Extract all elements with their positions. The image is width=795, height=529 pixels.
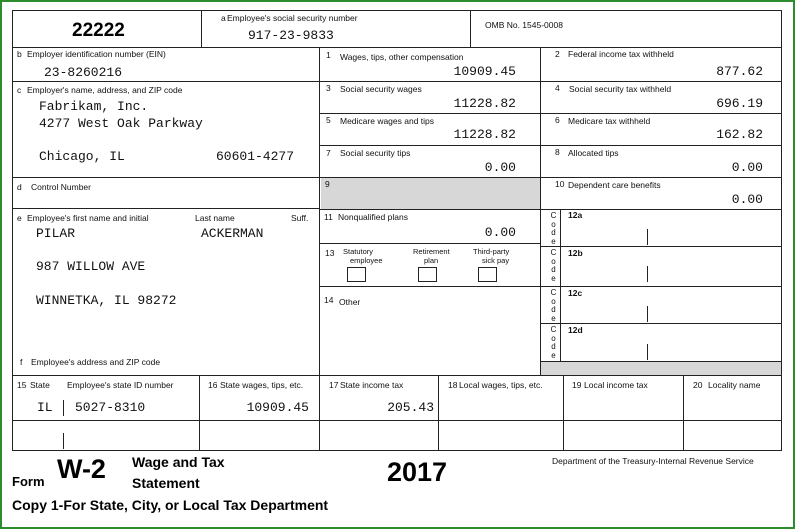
box-13-num: 13 [325, 248, 335, 258]
box-15-num: 15 [17, 380, 27, 390]
box-6-label: Medicare tax withheld [568, 116, 651, 126]
box-12c-code-label: C o d e [550, 288, 557, 323]
employee-last-name: ACKERMAN [201, 226, 264, 241]
box-d-label: Control Number [31, 182, 91, 192]
box-16-label: State wages, tips, etc. [220, 380, 304, 390]
box-b-letter: b [17, 49, 22, 59]
box-2-num: 2 [555, 49, 560, 59]
box-e-label: Employee's first name and initial [27, 213, 149, 223]
state-code: IL [37, 400, 53, 415]
box-19-label: Local income tax [584, 380, 648, 390]
employee-street: 987 WILLOW AVE [36, 259, 146, 274]
box-15-label: State [30, 380, 50, 390]
box-2-label: Federal income tax withheld [568, 49, 674, 59]
employer-street: 4277 West Oak Parkway [39, 116, 203, 131]
box-c-label: Employer's name, address, and ZIP code [27, 85, 183, 95]
control-code: 22222 [72, 20, 125, 41]
box-b-label: Employer identification number (EIN) [27, 49, 166, 59]
box-18-num: 18 [448, 380, 458, 390]
box-9-shaded [321, 178, 540, 209]
box-20-num: 20 [693, 380, 703, 390]
box-13-thirdparty-1: Third-party [473, 247, 510, 256]
box-12d-code-label: C o d e [550, 325, 557, 360]
box-4-value: 696.19 [716, 96, 763, 111]
box-1-num: 1 [326, 50, 331, 60]
box-c-letter: c [17, 85, 22, 95]
box-a-label: Employee's social security number [227, 13, 358, 23]
box-1-value: 10909.45 [453, 64, 516, 79]
box-17-num: 17 [329, 380, 339, 390]
box-8-num: 8 [555, 147, 560, 157]
box-10-num: 10 [555, 179, 565, 189]
box-a-letter: a [221, 13, 226, 23]
box-16-num: 16 [208, 380, 218, 390]
box-19-num: 19 [572, 380, 582, 390]
tax-year: 2017 [387, 457, 448, 487]
employer-name: Fabrikam, Inc. [39, 99, 149, 114]
box-12b-num: 12b [568, 248, 583, 258]
box-4-label: Social security tax withheld [569, 84, 672, 94]
box-3-num: 3 [326, 83, 331, 93]
box-e-letter: e [17, 213, 22, 223]
box-14-label: Other [339, 297, 361, 307]
employer-zip: 60601-4277 [216, 149, 295, 164]
box-f-letter: f [20, 357, 23, 367]
box-3-value: 11228.82 [453, 96, 516, 111]
form-name: W-2 [57, 454, 106, 484]
irs-department: Department of the Treasury-Internal Revenue Service [552, 456, 754, 466]
box-13-statutory-2: employee [350, 256, 383, 265]
box-16-value: 10909.45 [246, 400, 309, 415]
box-8-value: 0.00 [731, 160, 763, 175]
box-14-num: 14 [324, 295, 334, 305]
employee-ssn: 917-23-9833 [248, 28, 334, 43]
box-13-retirement-1: Retirement [413, 247, 450, 256]
box-11-num: 11 [324, 212, 333, 222]
box-10-label: Dependent care benefits [568, 180, 661, 190]
employee-city: WINNETKA, IL 98272 [36, 293, 177, 308]
box-12b-code-label: C o d e [550, 248, 557, 283]
box-15-id-label: Employee's state ID number [67, 380, 174, 390]
box-5-value: 11228.82 [453, 127, 516, 142]
box-12c-num: 12c [568, 288, 583, 298]
box-20-label: Locality name [708, 380, 761, 390]
third-party-sick-pay-checkbox[interactable] [478, 267, 497, 282]
box-2-value: 877.62 [716, 64, 763, 79]
box-6-num: 6 [555, 115, 560, 125]
box-12-bottom-shaded [541, 361, 781, 375]
omb-number: OMB No. 1545-0008 [485, 20, 563, 30]
employer-zip-clip [216, 149, 302, 165]
box-13-retirement-2: plan [424, 256, 439, 265]
box-6-value: 162.82 [716, 127, 763, 142]
box-4-num: 4 [555, 83, 560, 93]
employee-first-name: PILAR [36, 226, 76, 241]
employer-ein: 23-8260216 [44, 65, 123, 80]
box-9-num: 9 [325, 179, 330, 189]
box-17-label: State income tax [340, 380, 404, 390]
box-17-value: 205.43 [387, 400, 434, 415]
box-11-label: Nonqualified plans [338, 212, 408, 222]
state-id: 5027-8310 [75, 400, 146, 415]
box-e-last-label: Last name [195, 213, 235, 223]
box-8-label: Allocated tips [568, 148, 619, 158]
box-18-label: Local wages, tips, etc. [459, 380, 543, 390]
box-5-label: Medicare wages and tips [340, 116, 435, 126]
form-title-line-2: Statement [132, 475, 200, 491]
box-5-num: 5 [326, 115, 331, 125]
box-12a-code-label: C o d e [550, 211, 557, 246]
box-f-label: Employee's address and ZIP code [31, 357, 161, 367]
box-13-thirdparty-2: sick pay [482, 256, 510, 265]
box-12d-num: 12d [568, 325, 583, 335]
employer-city: Chicago, IL [39, 149, 125, 164]
copy-designation: Copy 1-For State, City, or Local Tax Department [12, 497, 329, 513]
statutory-employee-checkbox[interactable] [347, 267, 366, 282]
form-word: Form [12, 474, 45, 489]
box-1-label: Wages, tips, other compensation [340, 52, 464, 62]
box-7-label: Social security tips [340, 148, 411, 158]
box-7-num: 7 [326, 148, 331, 158]
box-11-value: 0.00 [484, 225, 516, 240]
box-12a-num: 12a [568, 210, 583, 220]
box-e-suff-label: Suff. [291, 213, 309, 223]
box-d-letter: d [17, 182, 22, 192]
retirement-plan-checkbox[interactable] [418, 267, 437, 282]
box-13-statutory-1: Statutory [343, 247, 374, 256]
form-title-line-1: Wage and Tax [132, 454, 225, 470]
box-7-value: 0.00 [484, 160, 516, 175]
box-3-label: Social security wages [340, 84, 422, 94]
box-10-value: 0.00 [731, 192, 763, 207]
